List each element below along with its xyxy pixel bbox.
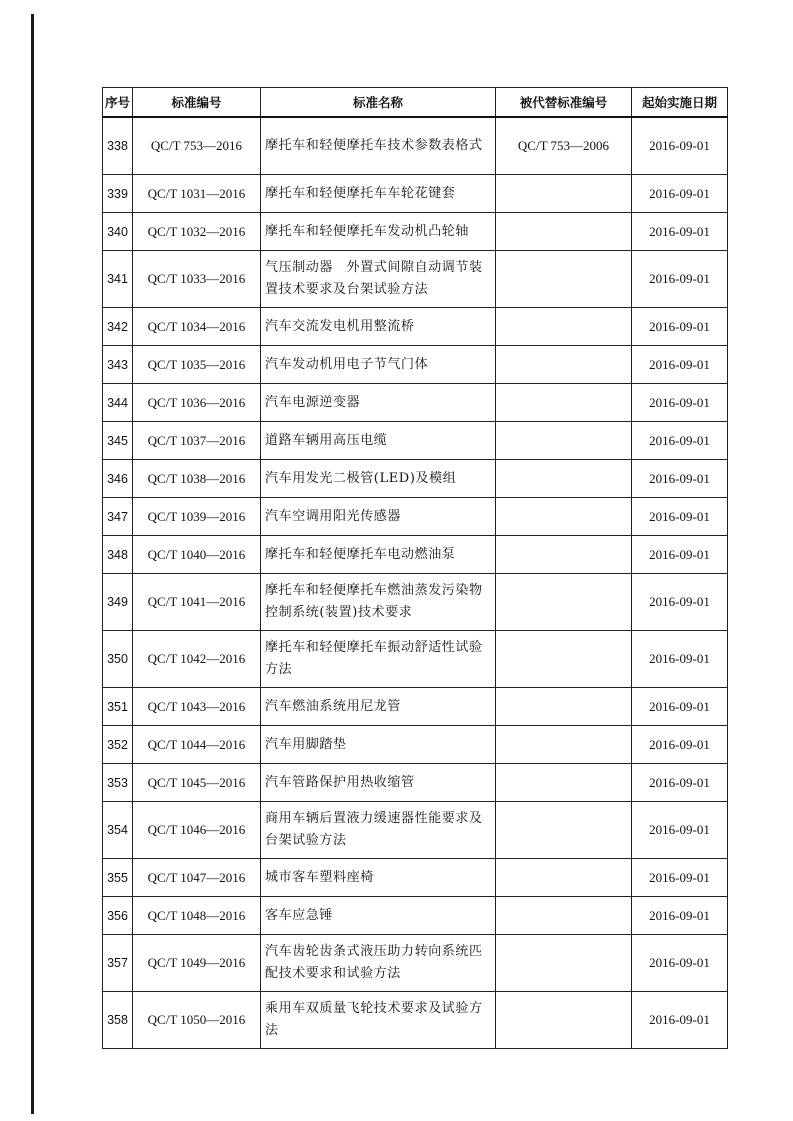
row-no: 339: [103, 175, 133, 213]
header-date: 起始实施日期: [632, 88, 728, 118]
row-name: 汽车空调用阳光传感器: [261, 498, 496, 536]
table-row: [103, 992, 728, 1049]
row-no: 351: [103, 688, 133, 726]
header-code: 标准编号: [133, 88, 261, 118]
row-code: QC/T 1047—2016: [133, 859, 261, 897]
row-replaced: [496, 251, 632, 308]
row-code: QC/T 1031—2016: [133, 175, 261, 213]
row-replaced: [496, 213, 632, 251]
row-replaced: [496, 859, 632, 897]
row-no: 342: [103, 308, 133, 346]
table-row: [103, 574, 728, 631]
row-replaced: [496, 897, 632, 935]
row-date: 2016-09-01: [632, 346, 728, 384]
row-code: QC/T 1043—2016: [133, 688, 261, 726]
row-date: 2016-09-01: [632, 859, 728, 897]
row-code: QC/T 1046—2016: [133, 802, 261, 859]
row-name: 汽车用发光二极管(LED)及模组: [261, 460, 496, 498]
row-date: 2016-09-01: [632, 117, 728, 175]
row-name: 汽车用脚踏垫: [261, 726, 496, 764]
row-code: QC/T 1033—2016: [133, 251, 261, 308]
row-date: 2016-09-01: [632, 422, 728, 460]
table-row: [103, 213, 728, 251]
row-name: 汽车管路保护用热收缩管: [261, 764, 496, 802]
row-replaced: [496, 631, 632, 688]
table-row: [103, 726, 728, 764]
row-code: QC/T 1040—2016: [133, 536, 261, 574]
row-no: 353: [103, 764, 133, 802]
row-name: 摩托车和轻便摩托车技术参数表格式: [261, 117, 496, 175]
header-replaced: 被代替标准编号: [496, 88, 632, 118]
row-date: 2016-09-01: [632, 498, 728, 536]
row-code: QC/T 1048—2016: [133, 897, 261, 935]
row-name: 摩托车和轻便摩托车车轮花键套: [261, 175, 496, 213]
table-row: [103, 764, 728, 802]
row-date: 2016-09-01: [632, 688, 728, 726]
table-row: [103, 631, 728, 688]
row-replaced: [496, 308, 632, 346]
row-replaced: [496, 460, 632, 498]
row-replaced: [496, 935, 632, 992]
row-replaced: [496, 536, 632, 574]
table-row: [103, 346, 728, 384]
row-code: QC/T 1038—2016: [133, 460, 261, 498]
table-row: [103, 422, 728, 460]
row-no: 348: [103, 536, 133, 574]
row-name: 道路车辆用高压电缆: [261, 422, 496, 460]
row-no: 344: [103, 384, 133, 422]
row-name: 汽车发动机用电子节气门体: [261, 346, 496, 384]
row-code: QC/T 1045—2016: [133, 764, 261, 802]
row-code: QC/T 1034—2016: [133, 308, 261, 346]
row-no: 343: [103, 346, 133, 384]
row-no: 349: [103, 574, 133, 631]
row-date: 2016-09-01: [632, 897, 728, 935]
row-replaced: QC/T 753—2006: [496, 117, 632, 175]
row-no: 354: [103, 802, 133, 859]
row-name: 摩托车和轻便摩托车电动燃油泵: [261, 536, 496, 574]
row-replaced: [496, 574, 632, 631]
row-name: 汽车交流发电机用整流桥: [261, 308, 496, 346]
row-no: 358: [103, 992, 133, 1049]
table-row: [103, 460, 728, 498]
row-name: 城市客车塑料座椅: [261, 859, 496, 897]
table-row: [103, 251, 728, 308]
row-name: 乘用车双质量飞轮技术要求及试验方法: [261, 992, 496, 1049]
row-date: 2016-09-01: [632, 802, 728, 859]
row-code: QC/T 1037—2016: [133, 422, 261, 460]
row-name: 客车应急锤: [261, 897, 496, 935]
table-row: [103, 384, 728, 422]
row-name: 商用车辆后置液力缓速器性能要求及台架试验方法: [261, 802, 496, 859]
row-no: 341: [103, 251, 133, 308]
table-row: [103, 175, 728, 213]
table-row: [103, 308, 728, 346]
row-name: 摩托车和轻便摩托车振动舒适性试验方法: [261, 631, 496, 688]
row-replaced: [496, 802, 632, 859]
row-date: 2016-09-01: [632, 764, 728, 802]
row-name: 摩托车和轻便摩托车燃油蒸发污染物控制系统(装置)技术要求: [261, 574, 496, 631]
row-name: 汽车电源逆变器: [261, 384, 496, 422]
row-no: 352: [103, 726, 133, 764]
row-date: 2016-09-01: [632, 536, 728, 574]
row-code: QC/T 753—2016: [133, 117, 261, 175]
table-row: [103, 117, 728, 175]
table-row: [103, 688, 728, 726]
row-replaced: [496, 346, 632, 384]
row-no: 356: [103, 897, 133, 935]
row-date: 2016-09-01: [632, 213, 728, 251]
page-binding-line: [31, 14, 34, 1114]
row-name: 汽车齿轮齿条式液压助力转向系统匹配技术要求和试验方法: [261, 935, 496, 992]
row-code: QC/T 1041—2016: [133, 574, 261, 631]
row-no: 340: [103, 213, 133, 251]
row-replaced: [496, 726, 632, 764]
row-no: 355: [103, 859, 133, 897]
row-name: 汽车燃油系统用尼龙管: [261, 688, 496, 726]
header-no: 序号: [103, 88, 133, 118]
row-date: 2016-09-01: [632, 726, 728, 764]
row-date: 2016-09-01: [632, 308, 728, 346]
row-name: 气压制动器 外置式间隙自动调节装置技术要求及台架试验方法: [261, 251, 496, 308]
row-date: 2016-09-01: [632, 460, 728, 498]
row-code: QC/T 1032—2016: [133, 213, 261, 251]
table-row: [103, 498, 728, 536]
row-no: 345: [103, 422, 133, 460]
header-name: 标准名称: [261, 88, 496, 118]
row-replaced: [496, 175, 632, 213]
row-no: 357: [103, 935, 133, 992]
row-code: QC/T 1049—2016: [133, 935, 261, 992]
row-date: 2016-09-01: [632, 631, 728, 688]
table-header-row: [103, 88, 728, 118]
row-replaced: [496, 764, 632, 802]
row-replaced: [496, 498, 632, 536]
row-replaced: [496, 688, 632, 726]
row-code: QC/T 1050—2016: [133, 992, 261, 1049]
row-name: 摩托车和轻便摩托车发动机凸轮轴: [261, 213, 496, 251]
table-row: [103, 802, 728, 859]
row-code: QC/T 1042—2016: [133, 631, 261, 688]
row-code: QC/T 1036—2016: [133, 384, 261, 422]
row-code: QC/T 1035—2016: [133, 346, 261, 384]
row-replaced: [496, 992, 632, 1049]
row-replaced: [496, 384, 632, 422]
table-row: [103, 859, 728, 897]
standards-table: [102, 87, 728, 1049]
table-row: [103, 897, 728, 935]
row-no: 338: [103, 117, 133, 175]
row-no: 347: [103, 498, 133, 536]
row-date: 2016-09-01: [632, 935, 728, 992]
row-date: 2016-09-01: [632, 251, 728, 308]
table-row: [103, 935, 728, 992]
row-date: 2016-09-01: [632, 175, 728, 213]
row-code: QC/T 1044—2016: [133, 726, 261, 764]
table-row: [103, 536, 728, 574]
row-code: QC/T 1039—2016: [133, 498, 261, 536]
row-date: 2016-09-01: [632, 992, 728, 1049]
row-replaced: [496, 422, 632, 460]
row-date: 2016-09-01: [632, 574, 728, 631]
row-no: 346: [103, 460, 133, 498]
row-no: 350: [103, 631, 133, 688]
row-date: 2016-09-01: [632, 384, 728, 422]
